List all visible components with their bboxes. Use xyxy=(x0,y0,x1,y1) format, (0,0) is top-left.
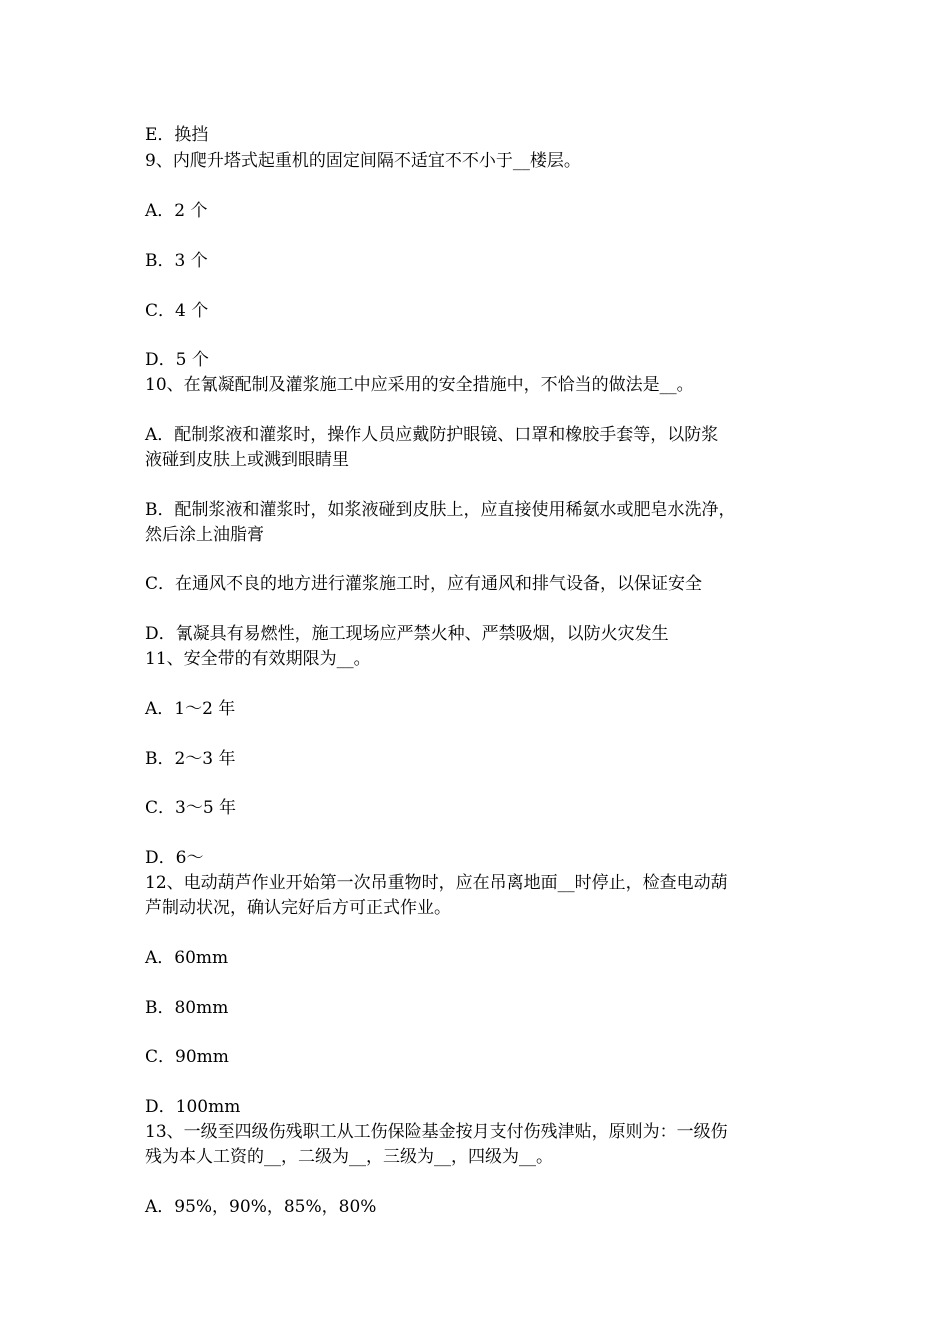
option-d-q12: D．100mm xyxy=(145,1097,241,1117)
option-a-q9: A．2 个 xyxy=(145,201,208,221)
option-c-q11: C．3～5 年 xyxy=(145,798,237,818)
option-a-q10-cont: 液碰到皮肤上或溅到眼睛里 xyxy=(145,450,349,470)
question-9: 9、内爬升塔式起重机的固定间隔不适宜不不小于__楼层。 xyxy=(145,151,581,171)
question-10: 10、在氰凝配制及灌浆施工中应采用的安全措施中，不恰当的做法是__。 xyxy=(145,375,694,395)
question-12-cont: 芦制动状况，确认完好后方可正式作业。 xyxy=(145,898,451,918)
option-b-q11: B．2～3 年 xyxy=(145,749,236,769)
option-a-q13: A．95%，90%，85%，80% xyxy=(145,1197,377,1217)
option-b-q9: B．3 个 xyxy=(145,251,208,271)
option-e-q8: E．换挡 xyxy=(145,125,209,145)
option-a-q12: A．60mm xyxy=(145,948,229,968)
option-c-q9: C．4 个 xyxy=(145,301,209,321)
question-13: 13、一级至四级伤残职工从工伤保险基金按月支付伤残津贴，原则为：一级伤 xyxy=(145,1122,728,1142)
question-12: 12、电动葫芦作业开始第一次吊重物时，应在吊离地面__时停止，检查电动葫 xyxy=(145,873,728,893)
option-b-q10-cont: 然后涂上油脂膏 xyxy=(145,525,264,545)
option-a-q10: A．配制浆液和灌浆时，操作人员应戴防护眼镜、口罩和橡胶手套等，以防浆 xyxy=(145,425,719,445)
option-d-q9: D．5 个 xyxy=(145,350,209,370)
option-b-q10: B．配制浆液和灌浆时，如浆液碰到皮肤上，应直接使用稀氨水或肥皂水洗净， xyxy=(145,500,736,520)
option-d-q10: D．氰凝具有易燃性，施工现场应严禁火种、严禁吸烟，以防火灾发生 xyxy=(145,624,669,644)
option-b-q12: B．80mm xyxy=(145,998,229,1018)
question-13-cont: 残为本人工资的__，二级为__，三级为__，四级为__。 xyxy=(145,1147,553,1167)
option-c-q10: C．在通风不良的地方进行灌浆施工时，应有通风和排气设备，以保证安全 xyxy=(145,574,703,594)
question-11: 11、安全带的有效期限为__。 xyxy=(145,649,371,669)
option-d-q11: D．6～ xyxy=(145,848,204,868)
option-c-q12: C．90mm xyxy=(145,1047,229,1067)
option-a-q11: A．1～2 年 xyxy=(145,699,236,719)
